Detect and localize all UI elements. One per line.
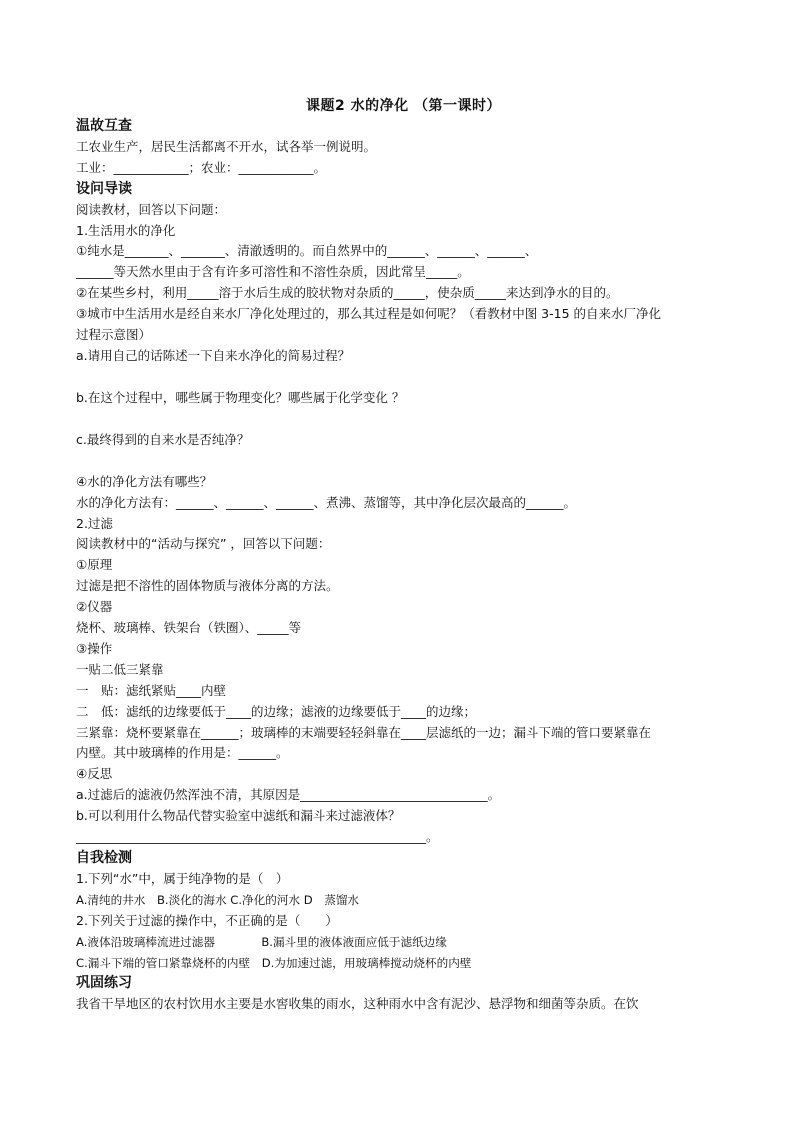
- text-line: ①纯水是_______、_______、清澈透明的。而自然界中的______、______、______、: [76, 243, 538, 259]
- text-line: ②在某些乡村，利用_____溶于水后生成的胶状物对杂质的_____，使杂质_____来达到净水的目的。: [76, 285, 619, 301]
- text-line: 一 贴：滤纸紧贴____内壁: [76, 682, 227, 698]
- text-line: 三紧靠：烧杯要紧靠在______；玻璃棒的末端要轻轻斜靠在____层滤纸的一边；漏斗下端的管口要紧靠在: [76, 724, 652, 740]
- text-line: C.漏斗下端的管口紧靠烧杯的内壁 D.为加速过滤，用玻璃棒搅动烧杯的内壁: [76, 955, 472, 970]
- text-line: 一贴二低三紧靠: [76, 661, 164, 677]
- text-line: 烧杯、玻璃棒、铁架台（铁圈）、_____等: [76, 620, 302, 636]
- text-line: 1.下列“水”中，属于纯净物的是（ ）: [76, 870, 289, 886]
- section-heading-guided: 设问导读: [76, 180, 132, 197]
- text-line: a.过滤后的滤液仍然浑浊不清，其原因是______________________________。: [76, 787, 501, 803]
- section-heading-review: 温故互查: [76, 118, 132, 134]
- text-line: ④水的净化方法有哪些？: [76, 473, 213, 489]
- text-line: 工业：____________；农业：____________。: [76, 159, 327, 175]
- page-title: 课题2 水的净化 （第一课时）: [306, 98, 501, 114]
- answer-space: [76, 409, 721, 430]
- answer-space: [76, 367, 721, 388]
- text-line: 我省干旱地区的农村饮用水主要是水窖收集的雨水，这种雨水中含有泥沙、悬浮物和细菌等杂质。在饮: [76, 996, 639, 1012]
- text-line: 2.过滤: [76, 515, 113, 531]
- text-line: 水的净化方法有：______、______、______、煮沸、蒸馏等，其中净化层次最高的______。: [76, 494, 577, 510]
- text-line: 1.生活用水的净化: [76, 222, 176, 238]
- text-line: ③城市中生活用水是经自来水厂净化处理过的，那么其过程是如何呢？（看教材中图 3-15 的自来水厂净化: [76, 306, 662, 322]
- text-line: 2.下列关于过滤的操作中，不正确的是（ ）: [76, 912, 338, 928]
- section-heading-practice: 巩固练习: [76, 975, 132, 992]
- text-line: 工农业生产，居民生活都离不开水，试各举一例说明。: [76, 138, 377, 154]
- text-line: 过滤是把不溶性的固体物质与液体分离的方法。: [76, 578, 339, 594]
- text-line: b.在这个过程中，哪些属于物理变化？哪些属于化学变化 ？: [76, 389, 405, 405]
- text-line: ④反思: [76, 766, 113, 782]
- text-line: 阅读教材，回答以下问题：: [76, 201, 227, 217]
- text-line: ①原理: [76, 557, 113, 573]
- text-line: b.可以利用什么物品代替实验室中滤纸和漏斗来过滤液体？: [76, 808, 401, 824]
- text-line: A.清纯的井水 B.淡化的海水 C.净化的河水 D 蒸馏水: [76, 892, 360, 907]
- text-line: ②仪器: [76, 599, 113, 615]
- answer-space: [76, 451, 721, 472]
- text-line: 二 低：滤纸的边缘要低于____的边缘；滤液的边缘要低于____的边缘；: [76, 703, 477, 719]
- text-line: c.最终得到的自来水是否纯净？: [76, 431, 250, 447]
- section-heading-self-check: 自我检测: [76, 850, 132, 866]
- text-line: 阅读教材中的“活动与探究” ，回答以下问题：: [76, 536, 331, 552]
- text-line: a.请用自己的话陈述一下自来水净化的简易过程？: [76, 347, 351, 363]
- text-line: ________________________________________________________。: [76, 829, 439, 845]
- document-body: [76, 96, 721, 1015]
- text-line: 内壁。其中玻璃棒的作用是：______。: [76, 745, 289, 761]
- text-line: ③操作: [76, 640, 113, 656]
- text-line: A.液体沿玻璃棒流进过滤器 B.漏斗里的液体液面应低于滤纸边缘: [76, 934, 447, 949]
- text-line: ______等天然水里由于含有许多可溶性和不溶性杂质，因此常呈_____。: [76, 264, 470, 280]
- text-line: 过程示意图）: [76, 327, 152, 343]
